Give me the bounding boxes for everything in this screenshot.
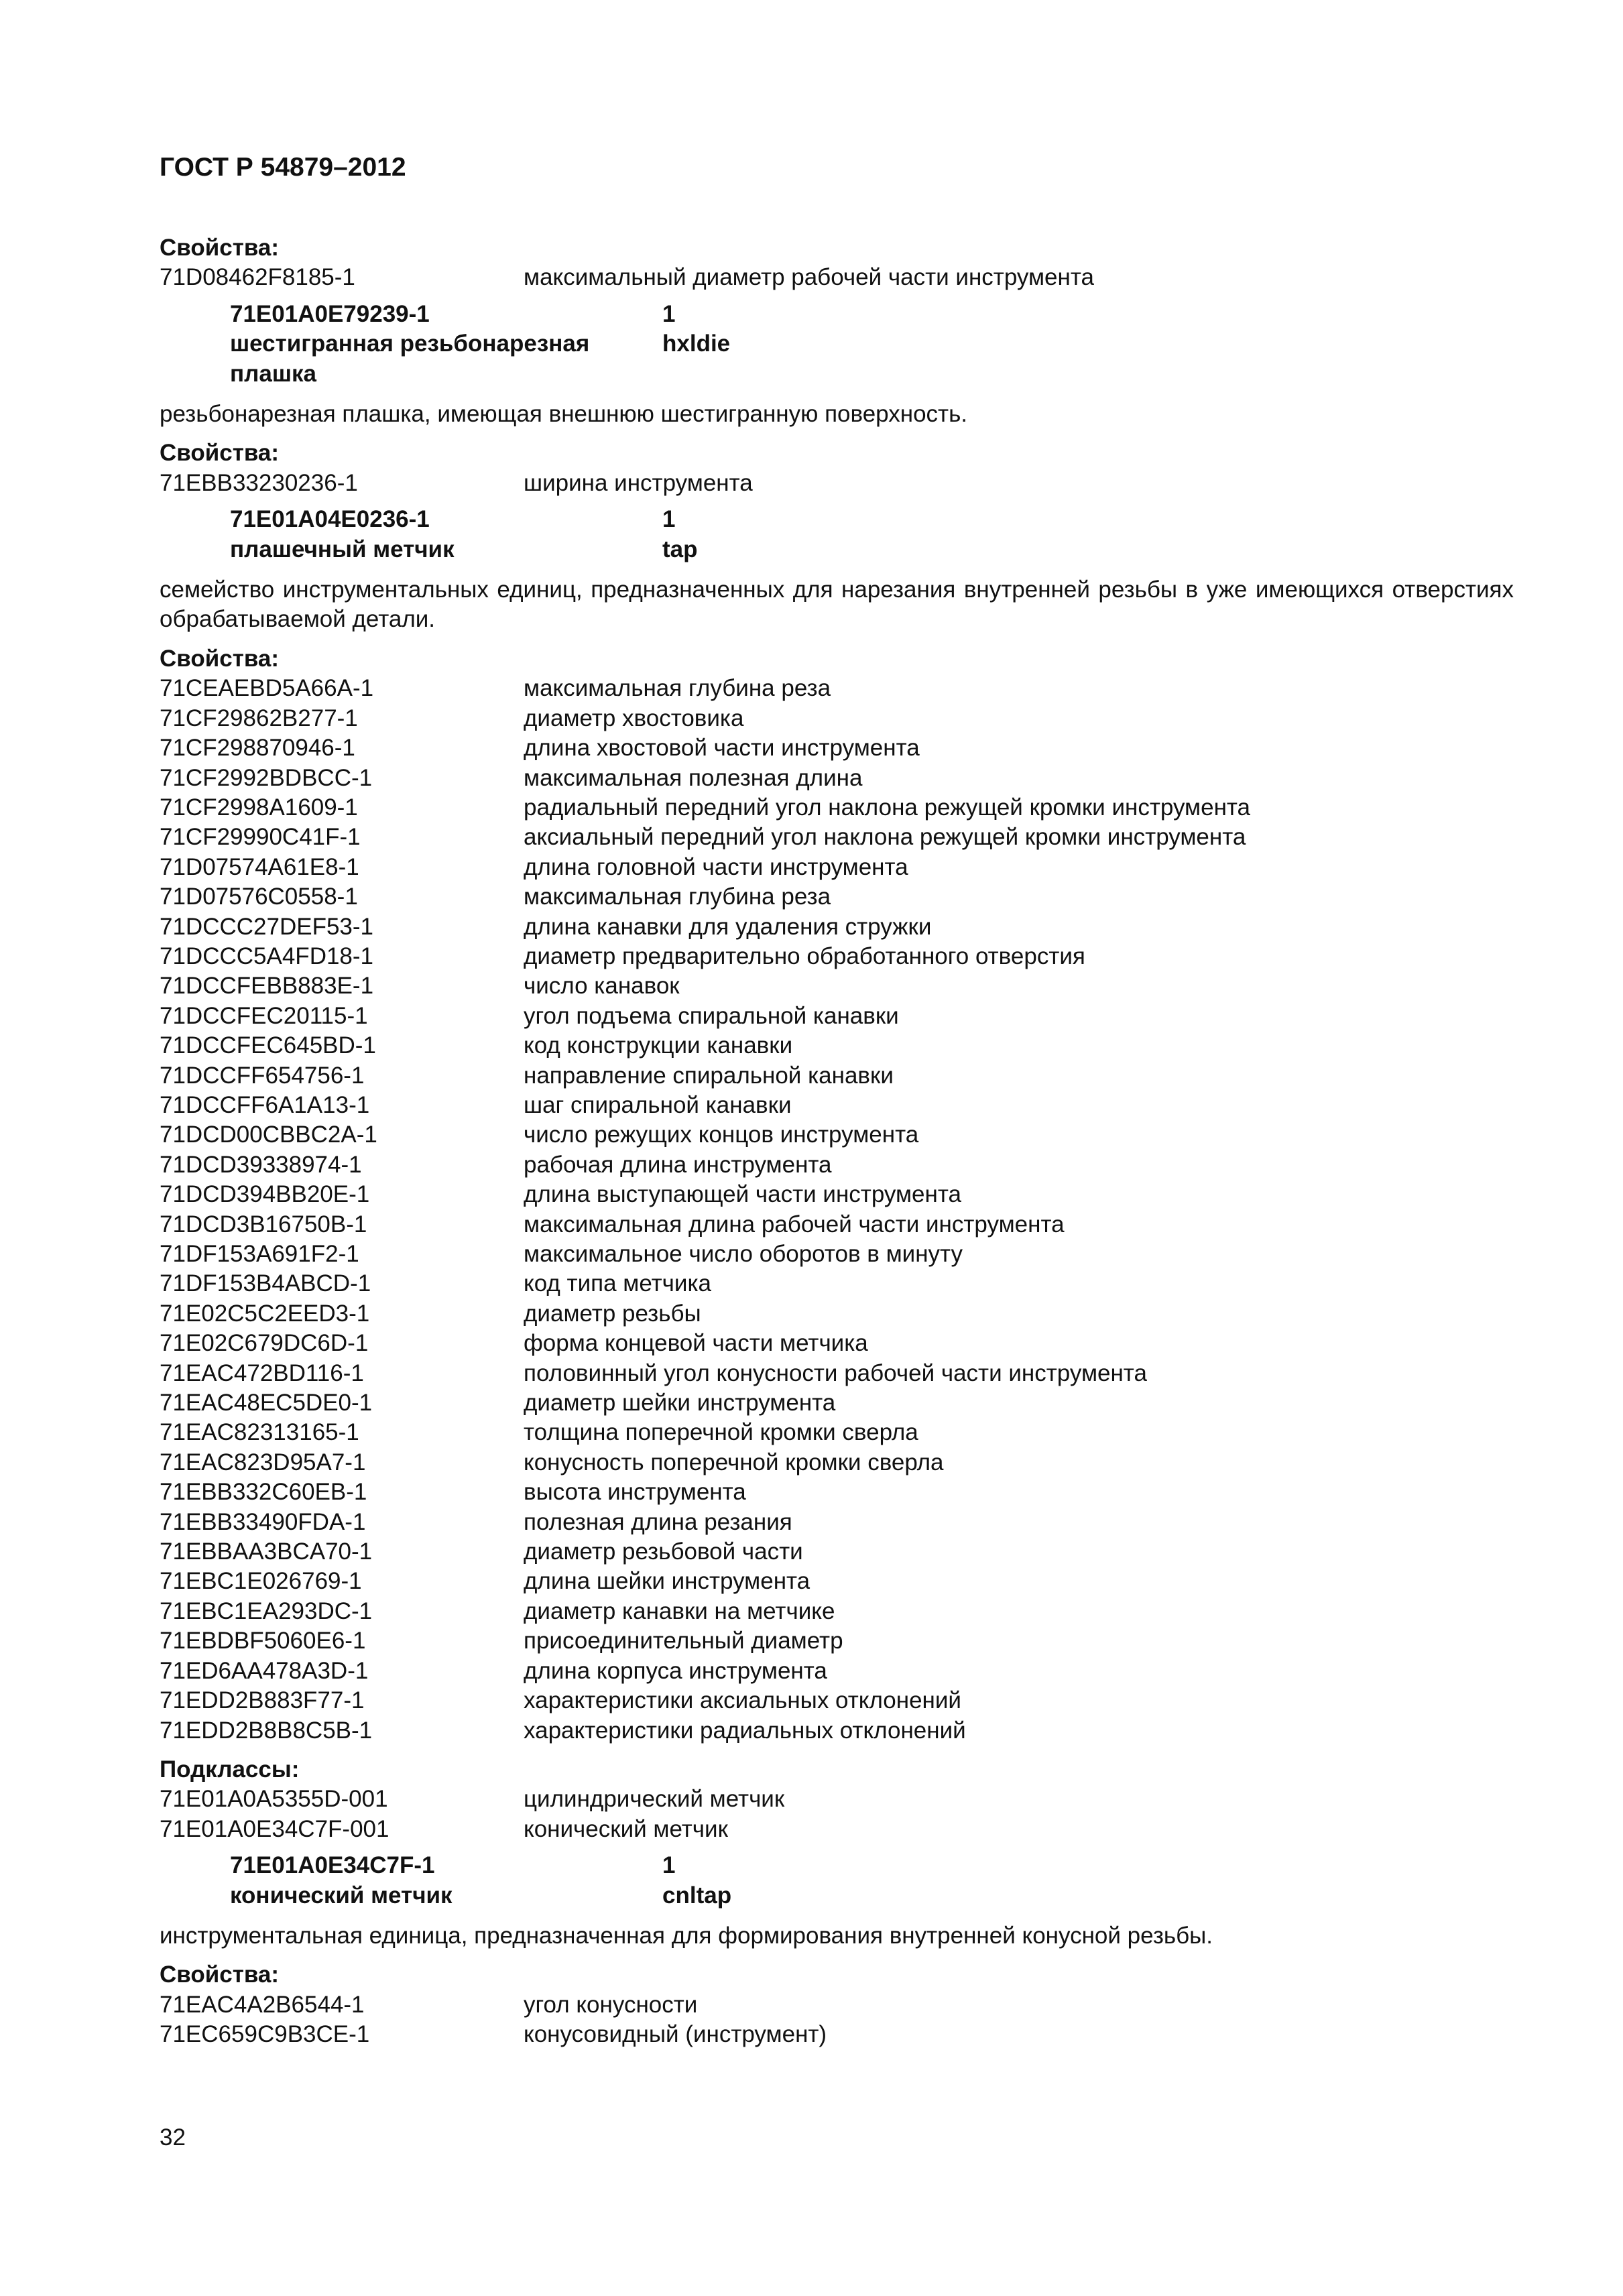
item-code: 71E02C5C2EED3-1 [160, 1300, 370, 1327]
list-row [160, 1329, 1514, 1358]
item-code: 71EBC1E026769-1 [160, 1568, 362, 1595]
item-description: диаметр резьбы [524, 1300, 701, 1327]
document-body [160, 233, 1514, 2050]
list-row [160, 1031, 1514, 1061]
term-definition: инструментальная единица, предназначенная для формирования внутренней конусной резьбы. [160, 1922, 1213, 1949]
item-code: 71CF298870946-1 [160, 735, 355, 762]
properties-list [160, 469, 1514, 498]
term-short-name: cnltap [662, 1882, 732, 1909]
list-row [160, 912, 1514, 942]
list-row [160, 469, 1514, 498]
item-description: присоединительный диаметр [524, 1628, 843, 1654]
item-code: 71CF29862B277-1 [160, 705, 358, 731]
item-code: 71DCD39338974-1 [160, 1151, 362, 1178]
item-code: 71DCCFEC20115-1 [160, 1002, 368, 1029]
list-row [160, 674, 1514, 703]
item-description: длина шейки инструмента [524, 1568, 810, 1595]
list-row [160, 263, 1514, 292]
item-code: 71CF29990C41F-1 [160, 824, 361, 851]
properties-label: Свойства: [160, 1961, 280, 1988]
list-row [160, 1269, 1514, 1298]
list-row [160, 1240, 1514, 1269]
term-version: 1 [662, 1852, 676, 1879]
item-description: аксиальный передний угол наклона режущей кромки инструмента [524, 824, 1246, 851]
item-description: диаметр канавки на метчике [524, 1597, 835, 1624]
item-description: характеристики аксиальных отклонений [524, 1687, 961, 1714]
item-description: половинный угол конусности рабочей части инструмента [524, 1360, 1147, 1386]
list-row [160, 882, 1514, 912]
item-description: характеристики радиальных отклонений [524, 1717, 966, 1744]
item-description: толщина поперечной кромки сверла [524, 1419, 918, 1446]
item-code: 71EBB332C60EB-1 [160, 1479, 367, 1506]
list-row [160, 1448, 1514, 1477]
item-description: код конструкции канавки [524, 1032, 793, 1059]
list-row [160, 853, 1514, 882]
item-code: 71EAC82313165-1 [160, 1419, 359, 1446]
item-description: угол подъема спиральной канавки [524, 1002, 899, 1029]
list-row [160, 1597, 1514, 1626]
properties-list [160, 263, 1514, 292]
item-code: 71ED6AA478A3D-1 [160, 1657, 369, 1684]
term-entry-tap [230, 505, 1514, 564]
item-code: 71DCCFF6A1A13-1 [160, 1091, 370, 1118]
term-definition: семейство инструментальных единиц, предназначенных для нарезания внутренней резьбы в уже имеющихся отверстиях обрабатываемой детали. [160, 577, 1514, 633]
item-code: 71DF153A691F2-1 [160, 1241, 359, 1267]
item-code: 71CF2998A1609-1 [160, 794, 358, 821]
list-row [160, 1785, 1514, 1814]
item-code: 71DCCC5A4FD18-1 [160, 943, 374, 969]
term-id: 71E01A0E34C7F-1 [230, 1852, 435, 1879]
item-description: высота инструмента [524, 1479, 746, 1506]
list-row [160, 1388, 1514, 1418]
item-code: 71EAC4A2B6544-1 [160, 1991, 365, 2018]
properties-list [160, 1990, 1514, 2050]
item-description: максимальная глубина реза [524, 884, 831, 910]
list-row [160, 1002, 1514, 1031]
properties-label: Свойства: [160, 440, 280, 467]
list-row [160, 1656, 1514, 1686]
list-row [160, 1359, 1514, 1388]
list-row [160, 1990, 1514, 2020]
item-code: 71EAC48EC5DE0-1 [160, 1390, 373, 1416]
list-row [160, 942, 1514, 971]
properties-list [160, 674, 1514, 1746]
item-code: 71E01A0A5355D-001 [160, 1786, 388, 1813]
list-row [160, 704, 1514, 733]
term-name: плашечный метчик [230, 536, 455, 562]
item-code: 71DCCFF654756-1 [160, 1062, 365, 1089]
item-description: конусовидный (инструмент) [524, 2021, 827, 2048]
item-code: 71DCCFEC645BD-1 [160, 1032, 376, 1059]
item-description: максимальная длина рабочей части инструмента [524, 1211, 1065, 1237]
term-short-name: hxldie [662, 330, 731, 357]
item-description: максимальная полезная длина [524, 764, 863, 791]
item-description: код типа метчика [524, 1270, 711, 1297]
item-code: 71EC659C9B3CE-1 [160, 2021, 370, 2048]
document-header: ГОСТ Р 54879–2012 [160, 153, 406, 182]
item-description: максимальная глубина реза [524, 675, 831, 702]
item-code: 71EDD2B883F77-1 [160, 1687, 365, 1714]
item-description: длина выступающей части инструмента [524, 1181, 961, 1208]
item-code: 71DF153B4ABCD-1 [160, 1270, 371, 1297]
item-description: рабочая длина инструмента [524, 1151, 832, 1178]
term-definition: резьбонарезная плашка, имеющая внешнюю шестигранную поверхность. [160, 401, 968, 428]
list-row [160, 1418, 1514, 1447]
item-code: 71D07576C0558-1 [160, 884, 358, 910]
item-code: 71EBB33230236-1 [160, 469, 358, 496]
item-description: диаметр хвостовика [524, 705, 744, 731]
item-description: диаметр резьбовой части [524, 1538, 803, 1565]
item-description: полезная длина резания [524, 1508, 792, 1535]
item-code: 71D08462F8185-1 [160, 264, 355, 291]
properties-label: Свойства: [160, 235, 280, 261]
item-description: конический метчик [524, 1815, 728, 1842]
term-version: 1 [662, 506, 676, 533]
list-row [160, 1626, 1514, 1656]
list-row [160, 2020, 1514, 2049]
item-code: 71E02C679DC6D-1 [160, 1330, 369, 1357]
list-row [160, 1716, 1514, 1746]
item-code: 71CF2992BDBCC-1 [160, 764, 373, 791]
term-version: 1 [662, 300, 676, 327]
item-description: ширина инструмента [524, 469, 753, 496]
item-description: конусность поперечной кромки сверла [524, 1449, 944, 1475]
list-row [160, 733, 1514, 763]
item-description: максимальный диаметр рабочей части инструмента [524, 264, 1094, 291]
item-description: число канавок [524, 973, 680, 1000]
item-description: число режущих концов инструмента [524, 1122, 919, 1148]
term-id: 71E01A04E0236-1 [230, 506, 430, 533]
list-row [160, 1686, 1514, 1715]
item-code: 71DCD00CBBC2A-1 [160, 1122, 377, 1148]
list-row [160, 1567, 1514, 1596]
page-number: 32 [160, 2124, 186, 2151]
subclasses-label: Подклассы: [160, 1756, 300, 1783]
item-description: направление спиральной канавки [524, 1062, 894, 1089]
list-row [160, 764, 1514, 793]
item-code: 71CEAEBD5A66A-1 [160, 675, 374, 702]
term-id: 71E01A0E79239-1 [230, 300, 430, 327]
item-description: длина головной части инструмента [524, 853, 908, 880]
item-code: 71E01A0E34C7F-001 [160, 1815, 389, 1842]
item-description: длина хвостовой части инструмента [524, 735, 920, 762]
item-code: 71DCCC27DEF53-1 [160, 913, 374, 940]
item-code: 71EAC823D95A7-1 [160, 1449, 366, 1475]
term-short-name: tap [662, 536, 698, 562]
list-row [160, 1180, 1514, 1209]
item-code: 71DCD394BB20E-1 [160, 1181, 370, 1208]
term-entry-cnltap [230, 1851, 1514, 1911]
list-row [160, 793, 1514, 823]
item-description: угол конусности [524, 1991, 698, 2018]
list-row [160, 1815, 1514, 1844]
item-code: 71EBDBF5060E6-1 [160, 1628, 366, 1654]
subclasses-list [160, 1785, 1514, 1844]
item-code: 71D07574A61E8-1 [160, 853, 359, 880]
list-row [160, 1150, 1514, 1180]
list-row [160, 823, 1514, 852]
item-description: длина канавки для удаления стружки [524, 913, 932, 940]
list-row [160, 1210, 1514, 1240]
item-code: 71EDD2B8B8C5B-1 [160, 1717, 373, 1744]
list-row [160, 1091, 1514, 1120]
item-code: 71DCD3B16750B-1 [160, 1211, 367, 1237]
list-row [160, 1120, 1514, 1150]
item-description: радиальный передний угол наклона режущей кромки инструмента [524, 794, 1251, 821]
list-row [160, 1061, 1514, 1091]
item-description: диаметр предварительно обработанного отверстия [524, 943, 1085, 969]
item-code: 71EAC472BD116-1 [160, 1360, 364, 1386]
item-description: длина корпуса инструмента [524, 1657, 827, 1684]
item-description: цилиндрический метчик [524, 1786, 785, 1813]
item-description: форма концевой части метчика [524, 1330, 868, 1357]
item-description: максимальное число оборотов в минуту [524, 1241, 963, 1267]
item-code: 71EBC1EA293DC-1 [160, 1597, 373, 1624]
properties-label: Свойства: [160, 645, 280, 672]
list-row [160, 1508, 1514, 1537]
item-description: шаг спиральной канавки [524, 1091, 792, 1118]
item-code: 71EBB33490FDA-1 [160, 1508, 366, 1535]
item-code: 71EBBAA3BCA70-1 [160, 1538, 373, 1565]
item-description: диаметр шейки инструмента [524, 1390, 836, 1416]
list-row [160, 1299, 1514, 1329]
list-row [160, 1537, 1514, 1567]
term-name: шестигранная резьбонарезная плашка [230, 330, 590, 387]
term-name: конический метчик [230, 1882, 453, 1909]
term-entry-hxldie [230, 300, 1514, 389]
item-code: 71DCCFEBB883E-1 [160, 973, 374, 1000]
list-row [160, 971, 1514, 1001]
list-row [160, 1477, 1514, 1507]
